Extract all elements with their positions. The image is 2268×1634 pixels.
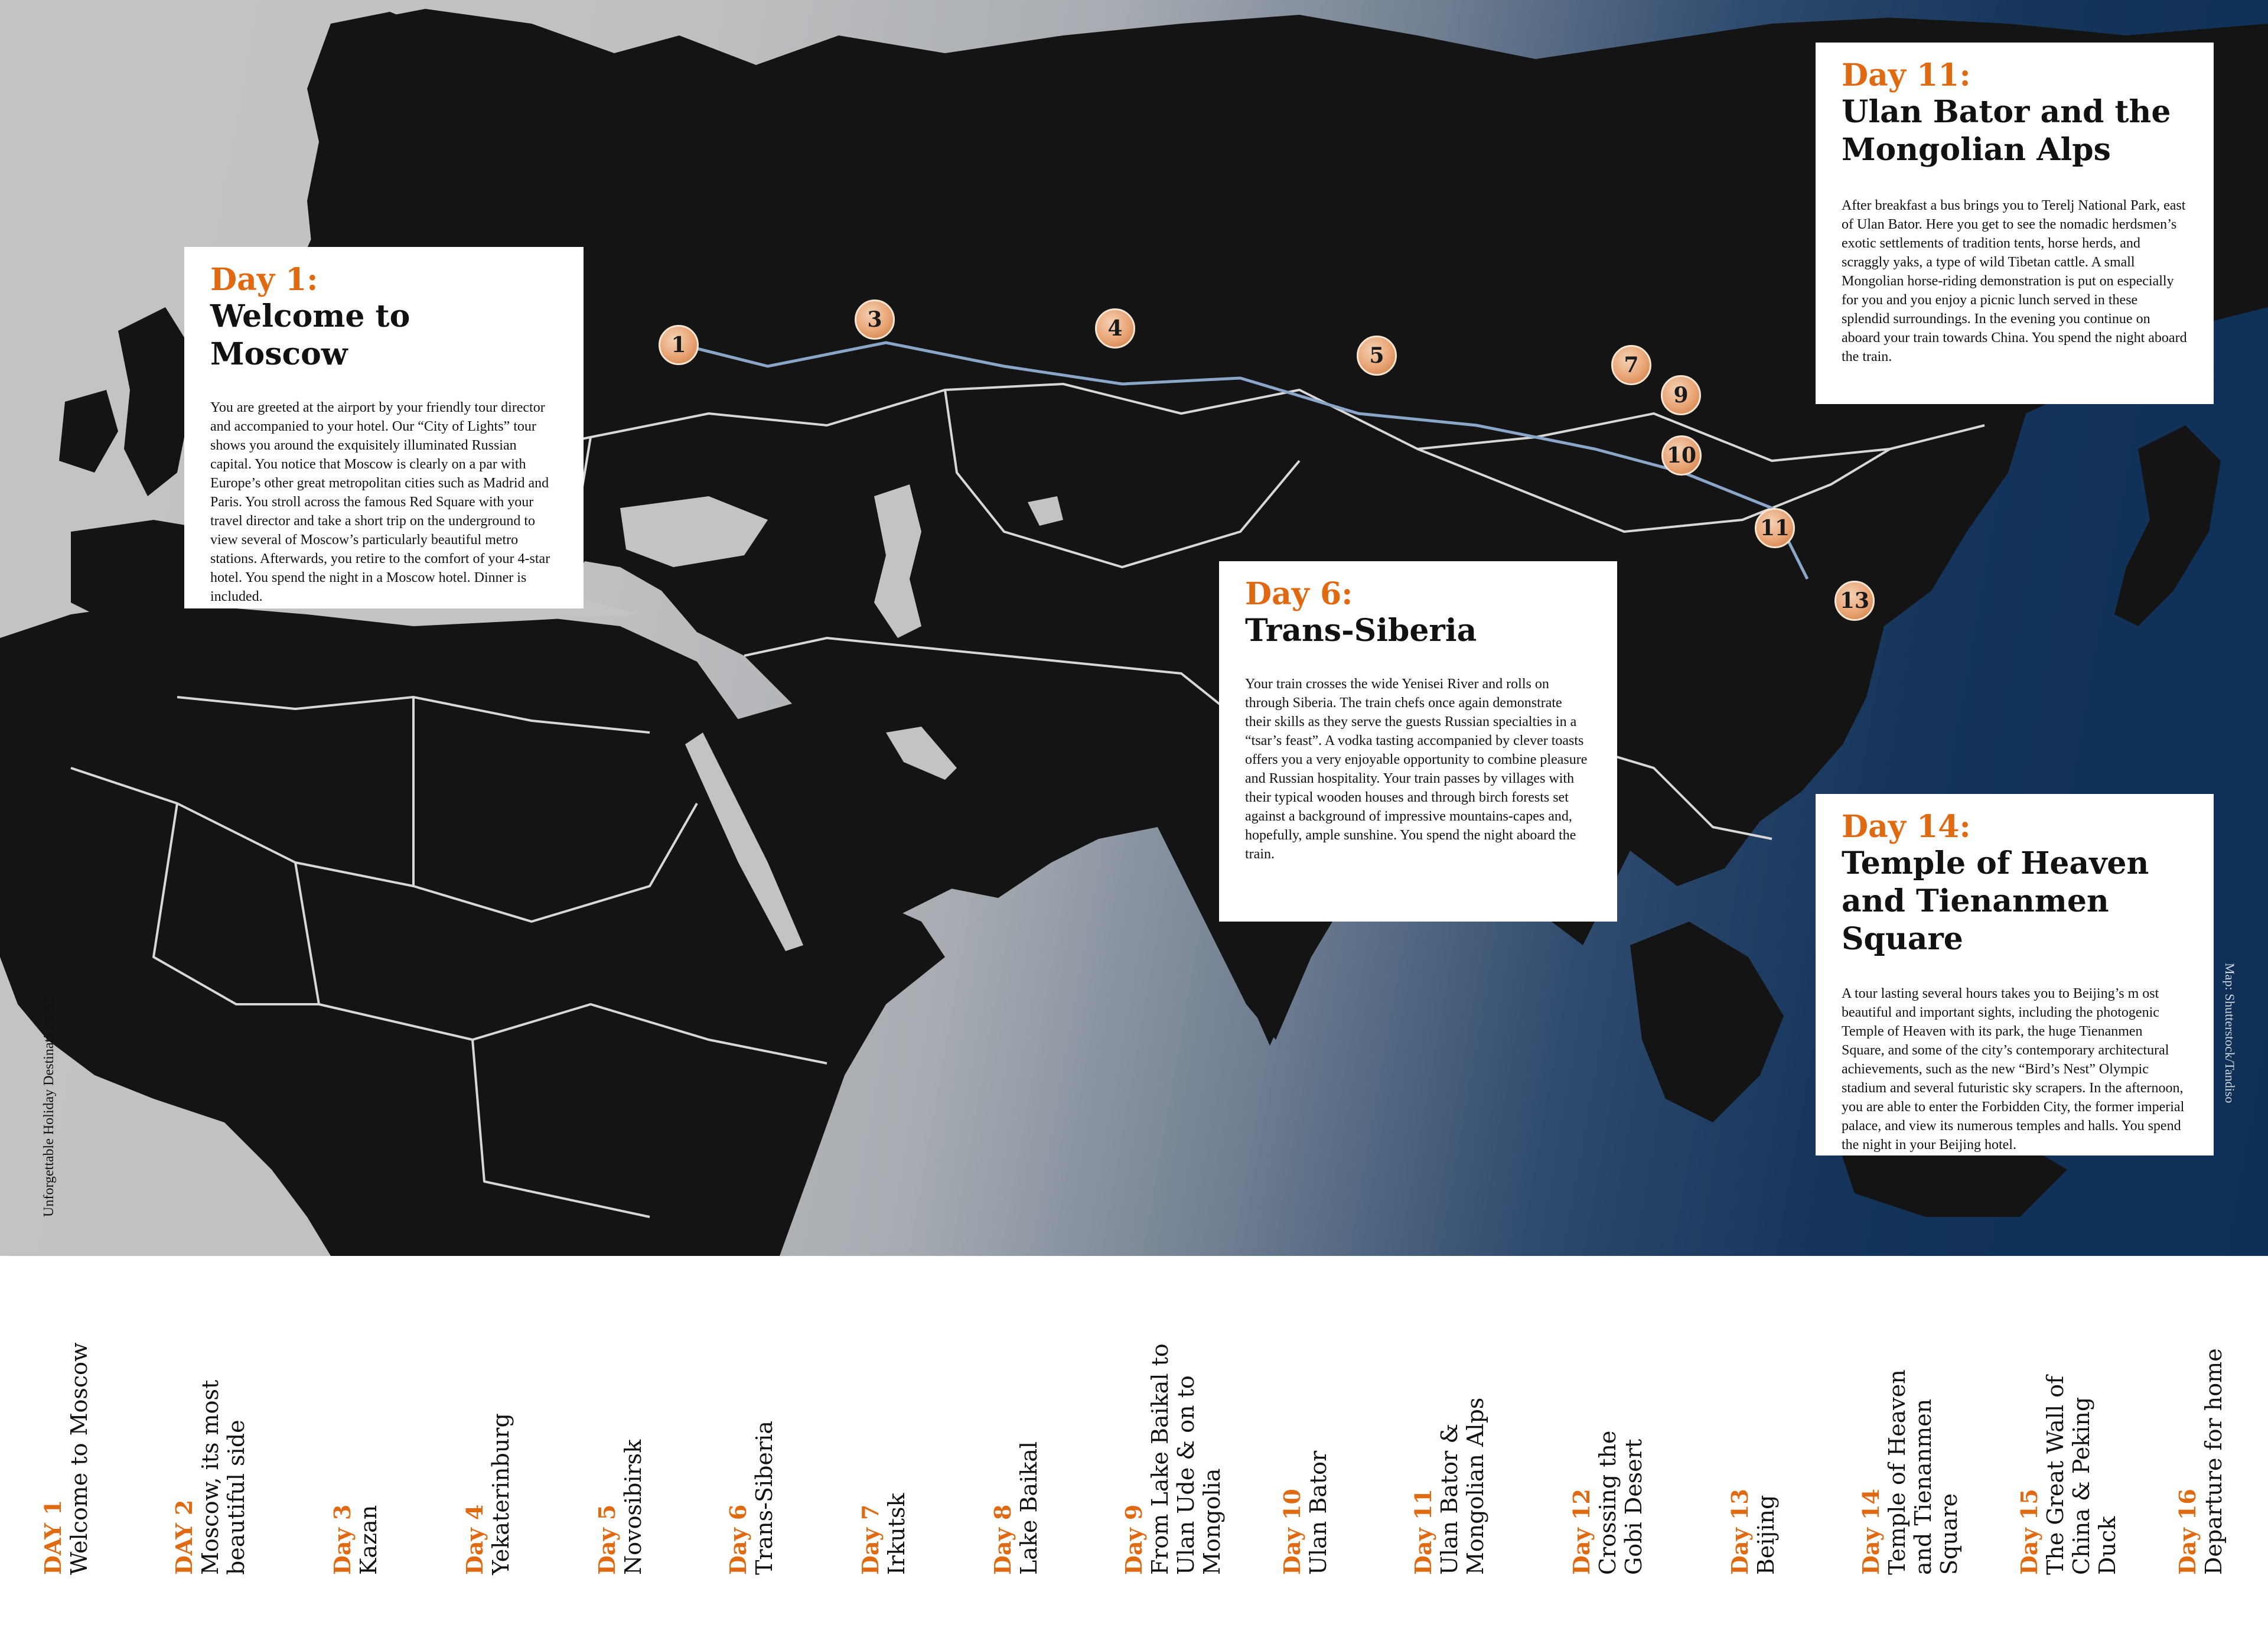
timeline-label: Temple of Heaven and Tienanmen Square [1884, 1369, 1962, 1575]
timeline-label: Ulan Bator & Mongolian Alps [1436, 1397, 1488, 1575]
page-footer-text [41, 951, 59, 1217]
landmass-britain [118, 307, 195, 496]
timeline-label: Irkutsk [884, 1493, 910, 1575]
timeline-day: DAY 1 [40, 1499, 66, 1575]
timeline-day: Day 3 [329, 1504, 356, 1575]
route-marker: 4 [1095, 308, 1135, 349]
timeline-day: Day 8 [989, 1504, 1016, 1575]
timeline-item [1120, 1268, 1225, 1634]
timeline-day: Day 14 [1858, 1489, 1884, 1575]
card-body: Your train crosses the wide Yenisei River and rolls on through Siberia. The train chefs once again demonstrate their skills as they serve the guests Russian specialties in a “tsar’s feast”. A vodka tasting accompanied by clever toasts offers you a very enjoyable opportunity to combine pleasure and Russian hospitality. Your train passes by villages with their typical wooden houses and through birch forests set against a background of impressive mountains-capes and, hopefully, ample sunshine. You spend the night aboard the train. [1245, 676, 1588, 862]
card-title: Trans-Siberia [1245, 613, 1477, 649]
landmass-southeast-asia [1630, 922, 1784, 1122]
timeline-label: From Lake Baikal to Ulan Ude & on to Mongolia [1147, 1343, 1225, 1575]
timeline-item [40, 1268, 111, 1634]
timeline-item [1727, 1268, 1798, 1634]
route-marker: 13 [1834, 581, 1875, 621]
timeline-item [1858, 1268, 1962, 1634]
map-credit [2222, 963, 2240, 1211]
route-marker: 1 [659, 325, 699, 365]
card-day-11 [1816, 43, 2214, 404]
card-day-label: Day 11: [1842, 57, 1971, 93]
timeline-day: Day 10 [1279, 1489, 1305, 1575]
timeline-item [2175, 1268, 2246, 1634]
timeline-item [462, 1268, 533, 1634]
card-day-6 [1219, 561, 1617, 922]
timeline-day: Day 16 [2174, 1489, 2201, 1575]
landmass-ireland [59, 390, 118, 473]
card-body: A tour lasting several hours takes you to Beijing’s m ost beautiful and important sights, including the photogenic Temple of Heaven with its park, the huge Tienanmen Square, and some of the city’s contemporary architectural achievements, such as the new “Bird’s Nest” Olympic stadium and several futuristic sky scrapers. In the afternoon, you are able to enter the Forbidden City, the former imperial palace, and view its numerous temples and halls. You spend the night in your Beijing hotel. [1842, 986, 2185, 1153]
timeline-item [2016, 1268, 2120, 1634]
card-day-label: Day 1: [210, 262, 318, 298]
timeline-label: Ulan Bator [1305, 1450, 1331, 1575]
card-day-label: Day 6: [1245, 576, 1353, 612]
publication-name: Unforgettable Holiday Destinations 53 [41, 997, 57, 1217]
timeline-label: Beijing [1753, 1495, 1779, 1575]
card-day-14 [1816, 794, 2214, 1155]
timeline-label: Kazan [356, 1505, 382, 1575]
timeline-day: Day 6 [725, 1504, 751, 1575]
card-body: You are greeted at the airport by your friendly tour director and accompanied to your hotel. Our “City of Lights” tour shows you around the exquisitely illuminated Russian capital. You notice that Moscow is clearly on a par with Europe’s other great metropolitan cities such as Madrid and Paris. You stroll across the famous Red Square with your travel director and take a short trip on the underground to view several of Moscow’s particularly beautiful metro stations. Afterwards, you retire to the comfort of your 4-star hotel. You spend the night in a Moscow hotel. Dinner is included. [210, 400, 550, 604]
timeline-day: Day 7 [857, 1504, 884, 1575]
card-body: After breakfast a bus brings you to Terelj National Park, east of Ulan Bator. Here you get to see the nomadic herdsmen’s exotic settlements of tradition tents, horse herds, and scraggly yaks, a type of wild Tibetan cattle. A small Mongolian horse-riding demonstration is put on especially for you and you enjoy a picnic lunch served in these splendid surroundings. In the evening you continue on aboard your train towards China. You spend the night aboard the train. [1842, 198, 2187, 364]
card-title: Welcome to Moscow [210, 298, 410, 372]
card-day-1 [184, 247, 584, 608]
card-title: Temple of Heaven and Tienanmen Square [1842, 845, 2149, 957]
timeline-item [594, 1268, 665, 1634]
timeline-label: Moscow, its most beautiful side [197, 1379, 249, 1575]
timeline-label: Trans-Siberia [751, 1421, 777, 1575]
timeline-day: Day 15 [2016, 1489, 2042, 1575]
timeline-label: The Great Wall of China & Peking Duck [2042, 1375, 2120, 1575]
timeline-label: Crossing the Gobi Desert [1595, 1430, 1647, 1575]
timeline-item [1279, 1268, 1350, 1634]
route-marker: 7 [1611, 345, 1651, 385]
timeline-label: Novosibirsk [620, 1439, 646, 1575]
timeline-label: Lake Baikal [1016, 1441, 1042, 1575]
timeline-item [1568, 1268, 1647, 1634]
timeline-day: Day 11 [1410, 1489, 1436, 1575]
timeline-item [330, 1268, 400, 1634]
landmass-japan [2114, 425, 2221, 626]
timeline-item [858, 1268, 928, 1634]
timeline-label: Yekaterinburg [488, 1413, 514, 1575]
route-marker: 9 [1661, 375, 1701, 415]
timeline-label: Welcome to Moscow [66, 1342, 92, 1575]
route-marker: 5 [1357, 336, 1397, 376]
timeline-item [990, 1268, 1061, 1634]
timeline-item [1410, 1268, 1488, 1634]
timeline-item [171, 1268, 249, 1634]
timeline-day: Day 13 [1726, 1489, 1753, 1575]
timeline-item [725, 1268, 796, 1634]
timeline-label: Departure for home [2201, 1348, 2227, 1575]
itinerary-timeline [0, 1256, 2268, 1604]
timeline-day: Day 5 [594, 1504, 620, 1575]
route-marker: 3 [855, 300, 895, 340]
timeline-day: DAY 2 [171, 1499, 197, 1575]
timeline-day: Day 9 [1120, 1504, 1147, 1575]
route-marker: 10 [1661, 435, 1702, 476]
card-day-label: Day 14: [1842, 809, 1971, 845]
card-title: Ulan Bator and the Mongolian Alps [1842, 94, 2171, 168]
timeline-day: Day 12 [1568, 1489, 1595, 1575]
route-marker: 11 [1755, 508, 1795, 548]
map-credit-text: Map: Shutterstock/Tandiso [2223, 963, 2237, 1104]
timeline-day: Day 4 [461, 1504, 488, 1575]
